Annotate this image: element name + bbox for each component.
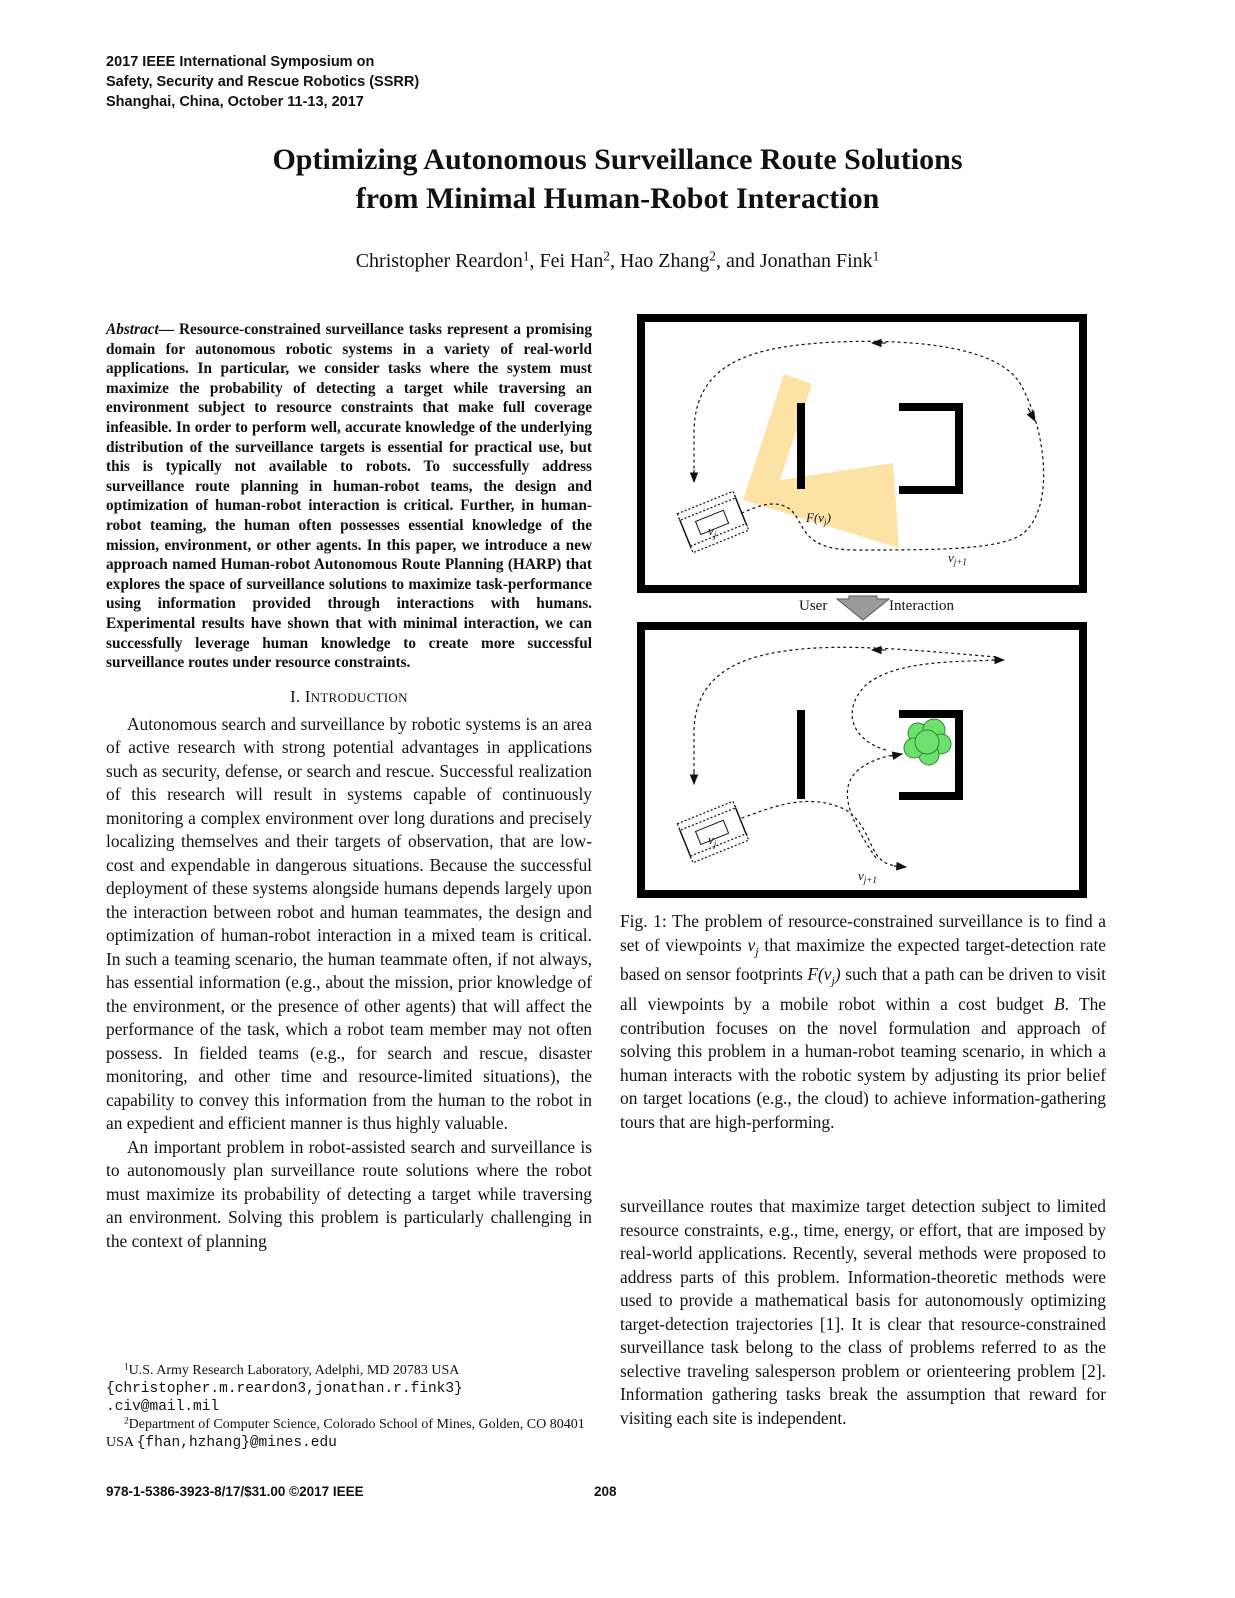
conference-subtitle: Safety, Security and Rescue Robotics (SSRR) bbox=[106, 74, 420, 90]
caption-math-sub: j bbox=[755, 943, 759, 958]
title-line-1: Optimizing Autonomous Surveillance Route Solutions bbox=[272, 143, 963, 176]
caption-math: v bbox=[747, 934, 756, 955]
left-column bbox=[106, 320, 592, 1253]
cloud-icon bbox=[904, 719, 951, 765]
author-list bbox=[0, 250, 1235, 273]
top-panel-frame bbox=[641, 318, 1083, 589]
footnote-1 bbox=[106, 1362, 592, 1380]
footnote-mark: 1 bbox=[124, 1361, 129, 1372]
page-number: 208 bbox=[594, 1484, 617, 1499]
intro-paragraph-2: An important problem in robot-assisted search and surveillance is to autonomously plan surveillance route solutions where the robot must maximize its probability of detecting a target while traversing an environment. Solving this problem is particularly challenging in the context of planning bbox=[106, 1136, 592, 1251]
caption-math-sub: j bbox=[831, 973, 835, 988]
author-affiliation-mark: 2 bbox=[709, 248, 716, 264]
footnote-1-emails: {christopher.m.reardon3,jonathan.r.fink3} bbox=[106, 1381, 463, 1397]
caption-text: that maximize the expected target-detection rate based on sensor footprints bbox=[620, 934, 1106, 985]
caption-text: such that a path can be driven to visit all viewpoints by a mobile robot within a cost budget bbox=[620, 964, 1106, 1015]
section-title: NTRODUCTION bbox=[310, 689, 408, 705]
author-affiliation-mark: 1 bbox=[872, 248, 880, 264]
footnote-1-email-domain: .civ@mail.mil bbox=[106, 1399, 220, 1415]
author-name: Hao Zhang bbox=[619, 250, 710, 272]
label-vj: $v_j$ bbox=[708, 832, 717, 849]
conference-name: 2017 IEEE International Symposium on bbox=[106, 54, 375, 70]
wall-vertical bbox=[797, 710, 805, 799]
label-footprint: $F(v_j)$ bbox=[806, 510, 831, 527]
author-affiliation-mark: 1 bbox=[522, 248, 530, 264]
conference-location-date: Shanghai, China, October 11-13, 2017 bbox=[106, 94, 364, 110]
abstract-label: Abstract bbox=[106, 321, 159, 338]
footnote-affiliation: Department of Computer Science, Colorado School of Mines, Golden, CO 80401 USA bbox=[106, 1417, 585, 1450]
label-vj1: $v_{j+1}$ bbox=[858, 868, 877, 885]
footnote-2 bbox=[106, 1416, 592, 1452]
surveillance-route bbox=[847, 755, 898, 858]
author-affiliation-mark: 2 bbox=[603, 248, 610, 264]
author-separator: , bbox=[609, 250, 620, 272]
title-line-2: from Minimal Human-Robot Interaction bbox=[355, 182, 880, 215]
figure-caption bbox=[620, 910, 1106, 1134]
author-name: Fei Han bbox=[539, 250, 604, 272]
route-arrow bbox=[894, 866, 906, 867]
intro-paragraph-1: Autonomous search and surveillance by robotic systems is an area of active research with strong potential advantages in applications such as security, defense, or search and rescue. Successful realization of this research will result in systems capable of continuously monitoring a complex environment over long durations and precisely localizing themselves and their targets of observation, that are low-cost and expendable in dangerous situations. Because the successful deployment of these systems alongside humans depends largely upon the interaction between robot and human teammates, the design and optimization of human-robot interaction in a mixed team is critical. In such a teaming scenario, the human teammate often, if not always, has essential information (e.g., about the mission, prior knowledge of the environment, or the presence of other agents) that will affect the performance of the task, which a robot team member may not often possess. In fielded teams (e.g., for search and rescue, disaster monitoring, and other time and resource-limited situations), the capability to convey this information from the human to the robot in an expedient and efficient manner is thus highly valuable. bbox=[106, 713, 592, 1134]
wall-bracket bbox=[899, 407, 959, 490]
author-name: Christopher Reardon bbox=[355, 250, 523, 272]
author-name: Jonathan Fink bbox=[759, 250, 873, 272]
caption-text: . The contribution focuses on the novel formulation and approach of solving this problem in a human-robot teaming scenario, in which a human interacts with the robotic system by adjusting its prior belief on target locations (e.g., the cloud) to achieve information-gathering tours that are high-performing. bbox=[620, 994, 1106, 1132]
section-number: I. I bbox=[290, 686, 311, 706]
label-interaction: Interaction bbox=[889, 598, 954, 614]
caption-text: Fig. 1: The problem of resource-constrained surveillance is to find a set of viewpoints bbox=[620, 911, 1106, 955]
caption-math: ) bbox=[834, 964, 841, 985]
conference-header bbox=[106, 52, 419, 112]
paper-title bbox=[0, 140, 1235, 218]
abstract-text: — Resource-constrained surveillance tasks represent a promising domain for autonomous robotic systems in a variety of real-world applications. In particular, we consider tasks where the system must maximize the probability of detecting a target while traversing an environment subject to resource constraints that make full coverage infeasible. In order to perform well, accurate knowledge of the underlying distribution of the surveillance targets is essential for practical use, but this is typically not available to robots. To successfully address surveillance route planning in human-robot teams, the design and optimization of human-robot interaction is critical. Further, in human-robot teaming, the human often possesses essential knowledge of the mission, environment, or other agents. In this paper, we introduce a new approach named Human-robot Autonomous Route Planning (HARP) that explores the space of surveillance solutions to maximize task-performance using information provided through interactions with humans. Experimental results have shown that with minimal interaction, we can successfully leverage human knowledge to create more successful surveillance routes under resource constraints. bbox=[106, 321, 592, 672]
figure-1 bbox=[636, 310, 1090, 902]
interaction-arrow bbox=[837, 596, 889, 620]
author-separator: , bbox=[529, 250, 540, 272]
footnote-2-emails: {fhan,hzhang}@mines.edu bbox=[136, 1435, 337, 1451]
footnotes bbox=[106, 1362, 592, 1452]
right-column-paragraph: surveillance routes that maximize target detection subject to limited resource constraints, e.g., time, energy, or effort, that are imposed by real-world applications. Recently, several methods were proposed to address parts of this problem. Information-theoretic methods were used to provide a mathematical basis for autonomously optimizing target-detection trajectories [1]. It is clear that resource-constrained surveillance task belong to the class of problems referred to as the selective traveling salesperson problem or orienteering problem [2]. Information gathering tasks break the assumption that reward for visiting each site is independent. bbox=[620, 1196, 1106, 1428]
wall-vertical bbox=[797, 403, 805, 489]
label-vj1: $v_{j+1}$ bbox=[948, 550, 967, 567]
footnote-affiliation: U.S. Army Research Laboratory, Adelphi, MD 20783 USA bbox=[128, 1363, 460, 1378]
robot-icon bbox=[677, 491, 748, 552]
footnote-mark: 2 bbox=[124, 1415, 129, 1426]
label-vj: $v_j$ bbox=[708, 523, 717, 540]
caption-math: F(v bbox=[807, 964, 832, 985]
caption-math: B bbox=[1054, 994, 1065, 1015]
isbn-copyright: 978-1-5386-3923-8/17/$31.00 ©2017 IEEE bbox=[106, 1484, 364, 1499]
section-heading-introduction bbox=[106, 687, 592, 707]
label-user: User bbox=[799, 598, 828, 614]
author-separator: , and bbox=[716, 250, 760, 272]
abstract bbox=[106, 320, 592, 673]
